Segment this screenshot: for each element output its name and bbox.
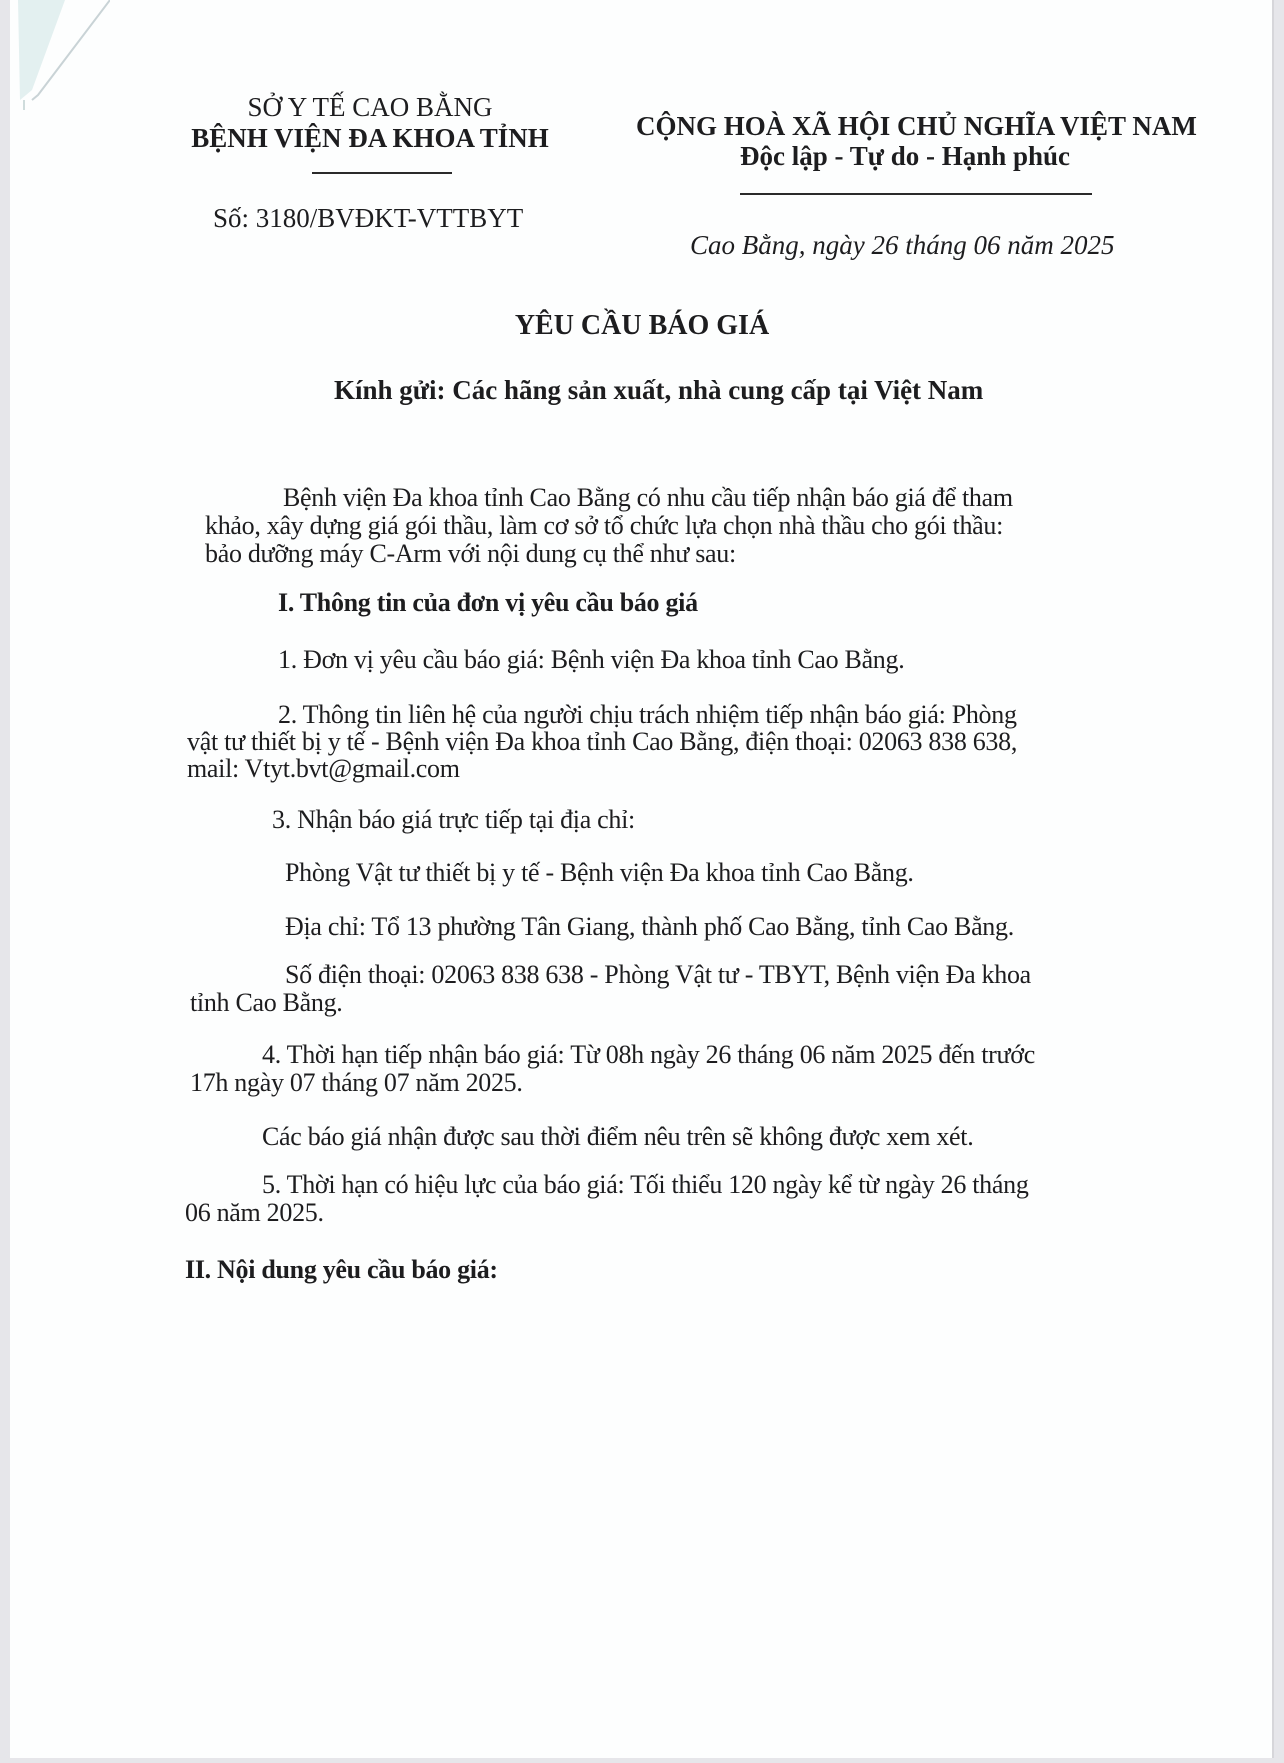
document-title: YÊU CẦU BÁO GIÁ [514,310,770,341]
section-2-heading: II. Nội dung yêu cầu báo giá: [185,1255,498,1284]
item-3-phone-line-1: Số điện thoại: 02063 838 638 - Phòng Vật tư - TBYT, Bệnh viện Đa khoa [285,960,1031,989]
item-4-line-2: 17h ngày 07 tháng 07 năm 2025. [190,1068,523,1097]
item-4-note: Các báo giá nhận được sau thời điểm nêu trên sẽ không được xem xét. [262,1122,974,1151]
motto-underline [740,193,1092,195]
item-2-line-1: 2. Thông tin liên hệ của người chịu trách nhiệm tiếp nhận báo giá: Phòng [278,700,1017,729]
item-2-line-2: vật tư thiết bị y tế - Bệnh viện Đa khoa tỉnh Cao Bằng, điện thoại: 02063 838 638, [187,727,1018,756]
intro-line-2: khảo, xây dựng giá gói thầu, làm cơ sở tổ chức lựa chọn nhà thầu cho gói thầu: [205,511,1004,540]
hospital-name: BỆNH VIỆN ĐA KHOA TỈNH [191,123,549,153]
item-5-line-1: 5. Thời hạn có hiệu lực của báo giá: Tối thiểu 120 ngày kể từ ngày 26 tháng [262,1170,1029,1199]
item-4-line-1: 4. Thời hạn tiếp nhận báo giá: Từ 08h ngày 26 tháng 06 năm 2025 đến trước [262,1040,1035,1069]
section-1-heading: I. Thông tin của đơn vị yêu cầu báo giá [278,588,698,617]
department-name: SỞ Y TẾ CAO BẰNG [247,92,493,122]
hospital-underline [312,172,452,174]
item-1: 1. Đơn vị yêu cầu báo giá: Bệnh viện Đa khoa tỉnh Cao Bằng. [278,645,905,674]
intro-line-1: Bệnh viện Đa khoa tỉnh Cao Bằng có nhu cầu tiếp nhận báo giá để tham [283,483,1013,512]
intro-line-3: bảo dưỡng máy C-Arm với nội dung cụ thể như sau: [205,539,736,568]
document-number: Số: 3180/BVĐKT-VTTBYT [213,203,524,233]
place-date: Cao Bằng, ngày 26 tháng 06 năm 2025 [690,230,1115,260]
item-5-line-2: 06 năm 2025. [185,1198,324,1227]
item-3-line-1: 3. Nhận báo giá trực tiếp tại địa chỉ: [272,805,635,834]
item-3-address: Địa chỉ: Tổ 13 phường Tân Giang, thành phố Cao Bằng, tỉnh Cao Bằng. [285,912,1014,941]
national-motto: Độc lập - Tự do - Hạnh phúc [740,141,1071,171]
page-curl-icon [10,0,110,110]
item-2-email: mail: Vtyt.bvt@gmail.com [187,754,460,783]
nation-name: CỘNG HOÀ XÃ HỘI CHỦ NGHĨA VIỆT NAM [636,111,1197,141]
recipient-line: Kính gửi: Các hãng sản xuất, nhà cung cấp tại Việt Nam [334,375,984,405]
item-3-phone-line-2: tỉnh Cao Bằng. [190,988,343,1017]
item-3-office: Phòng Vật tư thiết bị y tế - Bệnh viện Đa khoa tỉnh Cao Bằng. [285,858,914,887]
